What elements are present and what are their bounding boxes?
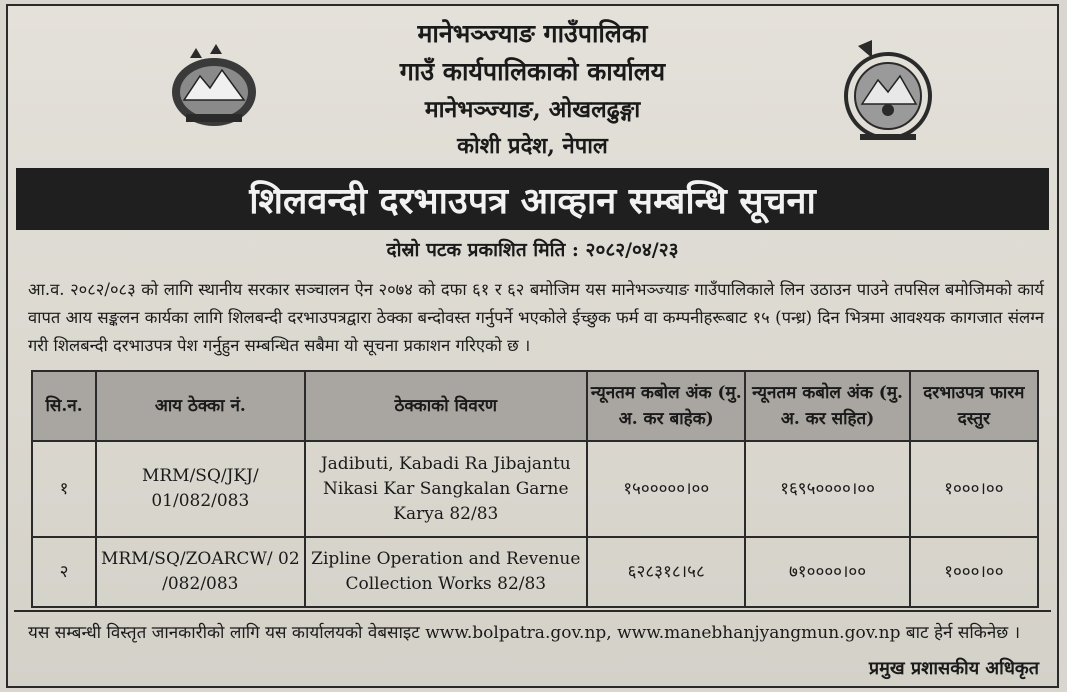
column-header: दरभाउपत्र फारम दस्तुर [910, 371, 1038, 441]
province-country: कोशी प्रदेश, नेपाल [457, 133, 608, 159]
table-cell: २ [32, 537, 96, 607]
table-cell: १०००।०० [910, 537, 1038, 607]
table-cell: Jadibuti, Kabadi Ra Jibajantu Nikasi Kar Sangkalan Garne Karya 82/83 [305, 441, 588, 537]
column-header: ठेक्काको विवरण [305, 371, 588, 441]
notice-page [6, 4, 1059, 688]
office-name: गाउँ कार्यपालिकाको कार्यालय [399, 57, 666, 86]
website-info: यस सम्बन्धी विस्तृत जानकारीको लागि यस कार्यालयको वेबसाइट www.bolpatra.gov.np, www.manebhanjyangmun.gov.np बाट हेर्न सकिनेछ । [28, 623, 1021, 643]
notice-paragraph: आ.व. २०८२/०८३ को लागि स्थानीय सरकार सञ्चालन ऐन २०७४ को दफा ६१ र ६२ बमोजिम यस मानेभञ्ज्याङ गाउँपालिकाले लिन उठाउन पाउने तपसिल बमोजिमको कार्य वापत आय सङ्कलन कार्यका लागि शिलबन्दी दरभाउपत्रद्वारा ठेक्का बन्दोवस्त गर्नुपर्ने भएकोले ईच्छुक फर्म वा कम्पनीहरूबाट १५ (पन्ध्र) दिन भित्रमा आवश्यक कागजात संलग्न गरी शिलबन्दी दरभाउपत्र पेश गर्नुहुन सम्बन्धित सबैमा यो सूचना प्रकाशन गरिएको छ । [28, 280, 1044, 355]
table-cell: MRM/SQ/ZOARCW/ 02 /082/083 [96, 537, 304, 607]
notice-header [8, 6, 1057, 164]
column-header: न्यूनतम कबोल अंक (मु. अ. कर सहित) [745, 371, 909, 441]
office-location: मानेभञ्ज्याङ, ओखलढुङ्गा [424, 96, 641, 123]
column-header: न्यूनतम कबोल अंक (मु. अ. कर बाहेक) [587, 371, 745, 441]
table-cell: १५०००००।०० [587, 441, 745, 537]
table-cell: १ [32, 441, 96, 537]
table-header-row [32, 371, 1038, 441]
column-header: सि.न. [32, 371, 96, 441]
notice-title-banner: शिलवन्दी दरभाउपत्र आव्हान सम्बन्धि सूचना [16, 168, 1049, 230]
table-cell: ६२८३१८।५८ [587, 537, 745, 607]
table-row [32, 441, 1038, 537]
publication-date: दोस्रो पटक प्रकाशित मिति : २०८२/०४/२३ [386, 239, 679, 261]
divider [14, 610, 1051, 612]
signature-title: प्रमुख प्रशासकीय अधिकृत [868, 658, 1039, 679]
tender-table [31, 370, 1039, 608]
column-header: आय ठेक्का नं. [96, 371, 304, 441]
table-cell: MRM/SQ/JKJ/ 01/082/083 [96, 441, 304, 537]
table-cell: १०००।०० [910, 441, 1038, 537]
municipality-name: मानेभञ्ज्याङ गाउँपालिका [417, 19, 648, 48]
table-row [32, 537, 1038, 607]
table-cell: ७१००००।०० [745, 537, 909, 607]
table-cell: Zipline Operation and Revenue Collection Works 82/83 [305, 537, 588, 607]
table-cell: १६९५००००।०० [745, 441, 909, 537]
